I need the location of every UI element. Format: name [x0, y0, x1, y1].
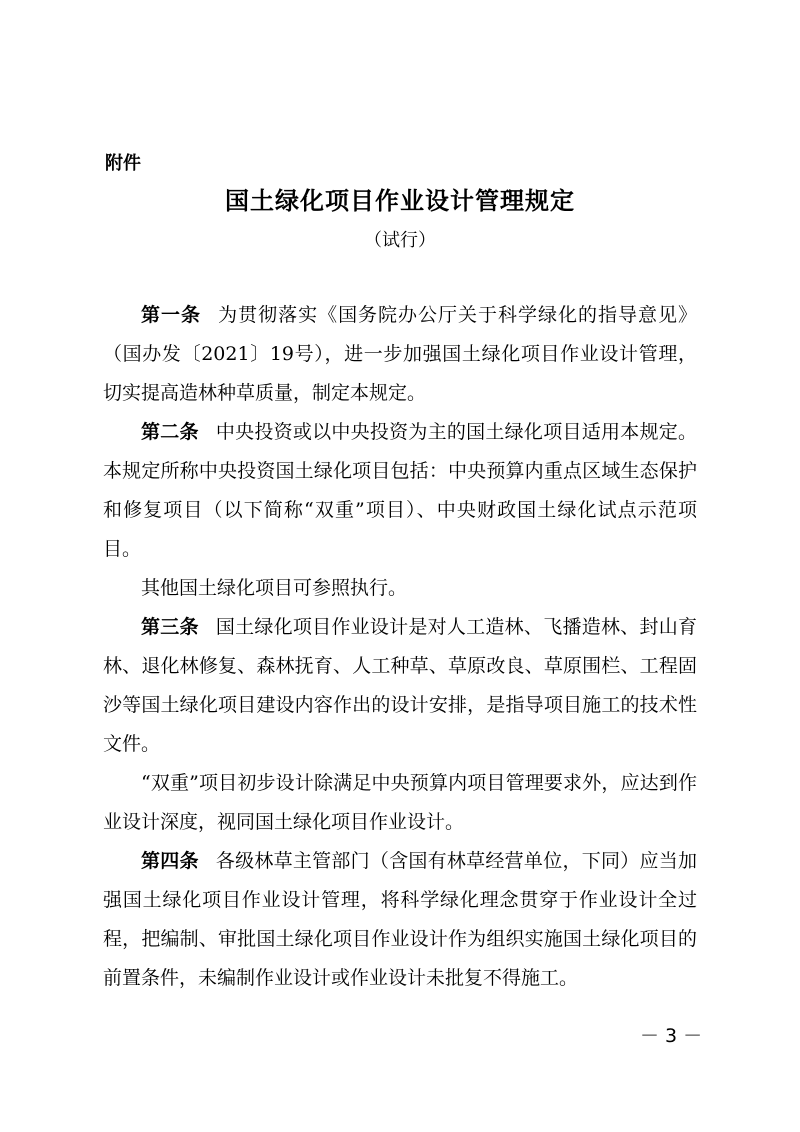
paragraph-article-3-extra: [103, 764, 697, 842]
document-subtitle: （试行）: [364, 230, 436, 251]
paragraph-article-3: [103, 608, 697, 764]
paragraph-article-4: [103, 842, 697, 998]
article-number: 第三条: [141, 616, 199, 638]
page-number: － 3 －: [640, 1025, 703, 1047]
article-number: 第二条: [141, 421, 199, 443]
paragraph-article-2-extra: [103, 569, 697, 608]
paragraph-article-1: [103, 296, 697, 413]
document-body: [103, 296, 697, 998]
paragraph-text: 其他国土绿化项目可参照执行。: [141, 577, 408, 599]
attachment-label: 附件: [105, 153, 141, 174]
article-number: 第四条: [141, 850, 199, 872]
document-title: 国土绿化项目作业设计管理规定: [225, 187, 575, 215]
paragraph-text: 为贯彻落实《国务院办公厅关于科学绿化的指导意见》（国办发〔2021〕19号），进一步加强国土绿化项目作业设计管理，切实提高造林种草质量，制定本规定。: [103, 304, 697, 404]
paragraph-text: 国土绿化项目作业设计是对人工造林、飞播造林、封山育林、退化林修复、森林抚育、人工种草、草原改良、草原围栏、工程固沙等国土绿化项目建设内容作出的设计安排，是指导项目施工的技术性文件。: [103, 616, 697, 755]
paragraph-text: 中央投资或以中央投资为主的国土绿化项目适用本规定。本规定所称中央投资国土绿化项目包括：中央预算内重点区域生态保护和修复项目（以下简称“双重”项目）、中央财政国土绿化试点示范项目。: [103, 421, 697, 560]
paragraph-article-2: [103, 413, 697, 569]
paragraph-text: 各级林草主管部门（含国有林草经营单位，下同）应当加强国土绿化项目作业设计管理，将科学绿化理念贯穿于作业设计全过程，把编制、审批国土绿化项目作业设计作为组织实施国土绿化项目的前置条件，未编制作业设计或作业设计未批复不得施工。: [103, 850, 697, 989]
article-number: 第一条: [141, 304, 201, 326]
paragraph-text: “双重”项目初步设计除满足中央预算内项目管理要求外，应达到作业设计深度，视同国土绿化项目作业设计。: [103, 772, 697, 833]
